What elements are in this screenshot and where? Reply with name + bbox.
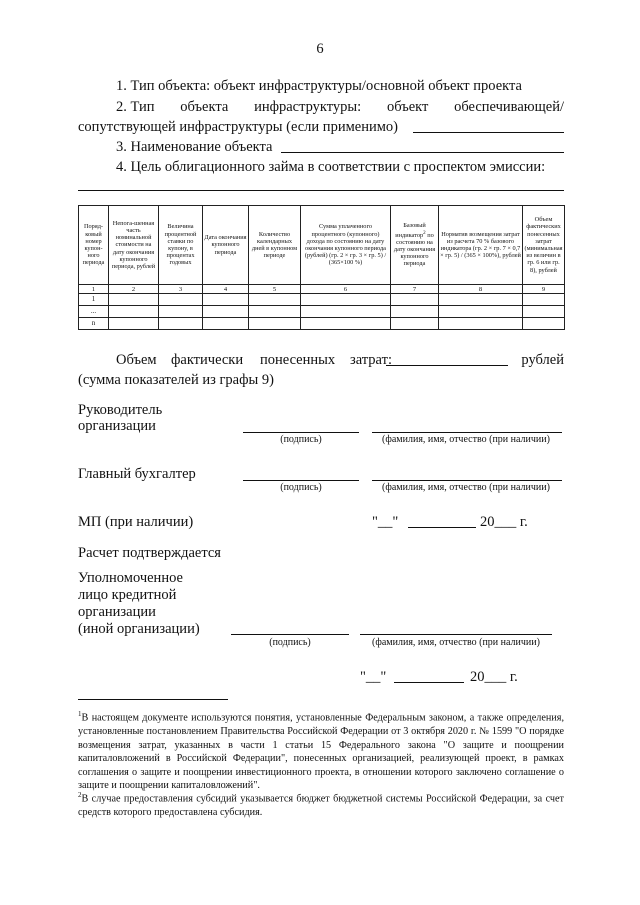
- costs-unit: рублей: [521, 352, 564, 368]
- bond-purpose-field[interactable]: [78, 190, 564, 191]
- item2-word: объекта: [180, 99, 229, 115]
- table-cell[interactable]: [249, 306, 301, 318]
- table-cell[interactable]: [391, 294, 439, 306]
- col-number: 8: [439, 285, 523, 294]
- item2-word: инфраструктуры:: [254, 99, 362, 115]
- head-signature-caption: (подпись): [280, 434, 322, 445]
- bond-purpose-label: 4. Цель облигационного займа в соответствии с проспектом эмиссии:: [116, 159, 546, 175]
- authorized-signature-caption: (подпись): [269, 637, 311, 648]
- base-indicator-label: Базовый индикатор: [395, 222, 426, 239]
- col-number: 2: [109, 285, 159, 294]
- accountant-label: Главный бухгалтер: [78, 466, 196, 482]
- item2-word: 2. Тип: [116, 99, 155, 115]
- table-cell[interactable]: [249, 318, 301, 330]
- table-cell[interactable]: [109, 306, 159, 318]
- costs-word: Объем: [116, 352, 157, 368]
- base-indicator-rest: по состоянию на дату окончания купонного периода: [393, 231, 436, 268]
- authorized-signature-line[interactable]: [231, 634, 349, 635]
- date-day: "__": [372, 514, 399, 530]
- infrastructure-type-line: [116, 98, 564, 116]
- col-header-rate: Величина процентной ставки по купону, в процентах годовых: [159, 206, 203, 285]
- col-header-days: Количество календарных дней в купонном периоде: [249, 206, 301, 285]
- head-label-1: Руководитель: [78, 402, 163, 418]
- authorized-name-line[interactable]: [360, 634, 552, 635]
- date2-day: "__": [360, 669, 387, 685]
- date-month-field[interactable]: [408, 527, 476, 528]
- footnote-1-mark: 1: [78, 710, 82, 718]
- footnote-1: [78, 708, 564, 793]
- col-number: 9: [523, 285, 565, 294]
- table-cell[interactable]: [203, 306, 249, 318]
- head-signature-line[interactable]: [243, 432, 359, 433]
- table-row: [79, 318, 565, 330]
- col-header-end-date: Дата окончания купонного периода: [203, 206, 249, 285]
- table-cell[interactable]: [523, 318, 565, 330]
- date2-year: 20___ г.: [470, 669, 518, 685]
- confirmed-label: Расчет подтверждается: [78, 545, 221, 561]
- authorized-name-caption: (фамилия, имя, отчество (при наличии): [372, 637, 540, 648]
- accountant-name-line[interactable]: [372, 480, 562, 481]
- col-number: 3: [159, 285, 203, 294]
- table-cell[interactable]: [523, 294, 565, 306]
- accountant-name-caption: (фамилия, имя, отчество (при наличии): [382, 482, 550, 493]
- table-header-row: [79, 206, 565, 285]
- col-number: 1: [79, 285, 109, 294]
- object-name-field[interactable]: [281, 152, 564, 153]
- row-label: n: [79, 318, 109, 330]
- authorized-label-1: Уполномоченное: [78, 570, 183, 586]
- col-number: 7: [391, 285, 439, 294]
- head-label-2: организации: [78, 418, 156, 434]
- table-number-row: [79, 285, 565, 294]
- footnote-2-mark: 2: [78, 791, 82, 799]
- costs-amount-field[interactable]: [386, 365, 508, 366]
- table-cell[interactable]: [109, 318, 159, 330]
- costs-word: фактически: [171, 352, 244, 368]
- row-label: ...: [79, 306, 109, 318]
- table-cell[interactable]: [203, 318, 249, 330]
- object-type-line: 1. Тип объекта: объект инфраструктуры/основной объект проекта: [116, 78, 522, 94]
- table-cell[interactable]: [203, 294, 249, 306]
- footnote-1-text: В настоящем документе используются понятия, установленные Федеральным законом, а также определения, установленные постановлением Правительства Российской Федерации от 3 октября 2020 г. № 1599 "О порядке возмещения затрат, указанных в части 1 статьи 15 Федерального закона "О защите и поощрении капиталовложений в Российской Федерации", понесенных организацией, реализующей проект, в рамках соглашения о защите и поощрении инвестиционного проекта, в отношении которого заключено соглашение о защите и поощрении капиталовложений".: [78, 712, 564, 792]
- col-number: 5: [249, 285, 301, 294]
- table-cell[interactable]: [523, 306, 565, 318]
- stamp-label: МП (при наличии): [78, 514, 194, 530]
- table-cell[interactable]: [109, 294, 159, 306]
- col-header-norm: Норматив возмещения затрат из расчета 70 % базового индикатора (гр. 2 × гр. 7 × 0,7 × гр. 5) / (365 × 100%), рублей: [439, 206, 523, 285]
- costs-word: затрат:: [350, 352, 392, 368]
- table-cell[interactable]: [159, 318, 203, 330]
- footnote-ref: 2: [423, 230, 426, 236]
- table-cell[interactable]: [391, 318, 439, 330]
- accountant-signature-line[interactable]: [243, 480, 359, 481]
- footnote-separator: [78, 699, 228, 700]
- col-header-base-indicator: [391, 206, 439, 285]
- authorized-label-4: (иной организации): [78, 621, 200, 637]
- item2-word: объект: [386, 99, 429, 115]
- table-cell[interactable]: [439, 306, 523, 318]
- page-number: 6: [316, 41, 324, 57]
- table-cell[interactable]: [159, 306, 203, 318]
- footnote-2-text: В случае предоставления субсидий указывается бюджет бюджетной системы Российской Федерации, за счет средств которого предоставлена субсидия.: [78, 793, 564, 818]
- col-header-paid-income: Сумма уплаченного процентного (купонного) дохода по состоянию на дату окончания купонного периода (рублей) (гр. 2 × гр. 3 × гр. 5) / (365×100 %): [301, 206, 391, 285]
- col-header-nominal: Непога-шенная часть номинальной стоимости на дату окончания купонного периода, рублей: [109, 206, 159, 285]
- item2-word: обеспечивающей/: [454, 99, 564, 115]
- costs-word: понесенных: [260, 352, 336, 368]
- accountant-signature-caption: (подпись): [280, 482, 322, 493]
- infrastructure-type-field[interactable]: [413, 132, 564, 133]
- col-number: 6: [301, 285, 391, 294]
- authorized-label-2: лицо кредитной: [78, 587, 177, 603]
- costs-line: [116, 351, 564, 369]
- object-name-label: 3. Наименование объекта: [116, 139, 273, 155]
- table-cell[interactable]: [391, 306, 439, 318]
- col-number: 4: [203, 285, 249, 294]
- table-cell[interactable]: [301, 294, 391, 306]
- head-name-line[interactable]: [372, 432, 562, 433]
- head-name-caption: (фамилия, имя, отчество (при наличии): [382, 434, 550, 445]
- table-row: [79, 294, 565, 306]
- authorized-label-3: организации: [78, 604, 156, 620]
- table-cell[interactable]: [439, 294, 523, 306]
- col-header-actual-costs: Объем фактических понесенных затрат (минимальная из величин в гр. 6 или гр. 8), рублей: [523, 206, 565, 285]
- table-cell[interactable]: [249, 294, 301, 306]
- table-row: [79, 306, 565, 318]
- table-cell[interactable]: [301, 306, 391, 318]
- col-header-period-number: Поряд-ковый номер купон-ного периода: [79, 206, 109, 285]
- coupon-table: [78, 205, 565, 330]
- footnote-2: [78, 789, 564, 820]
- table-cell[interactable]: [301, 318, 391, 330]
- table-cell[interactable]: [439, 318, 523, 330]
- costs-line2: (сумма показателей из графы 9): [78, 372, 274, 388]
- date-year: 20___ г.: [480, 514, 528, 530]
- infrastructure-type-line2: сопутствующей инфраструктуры (если применимо): [78, 119, 398, 135]
- table-cell[interactable]: [159, 294, 203, 306]
- date2-month-field[interactable]: [394, 682, 464, 683]
- row-label: 1: [79, 294, 109, 306]
